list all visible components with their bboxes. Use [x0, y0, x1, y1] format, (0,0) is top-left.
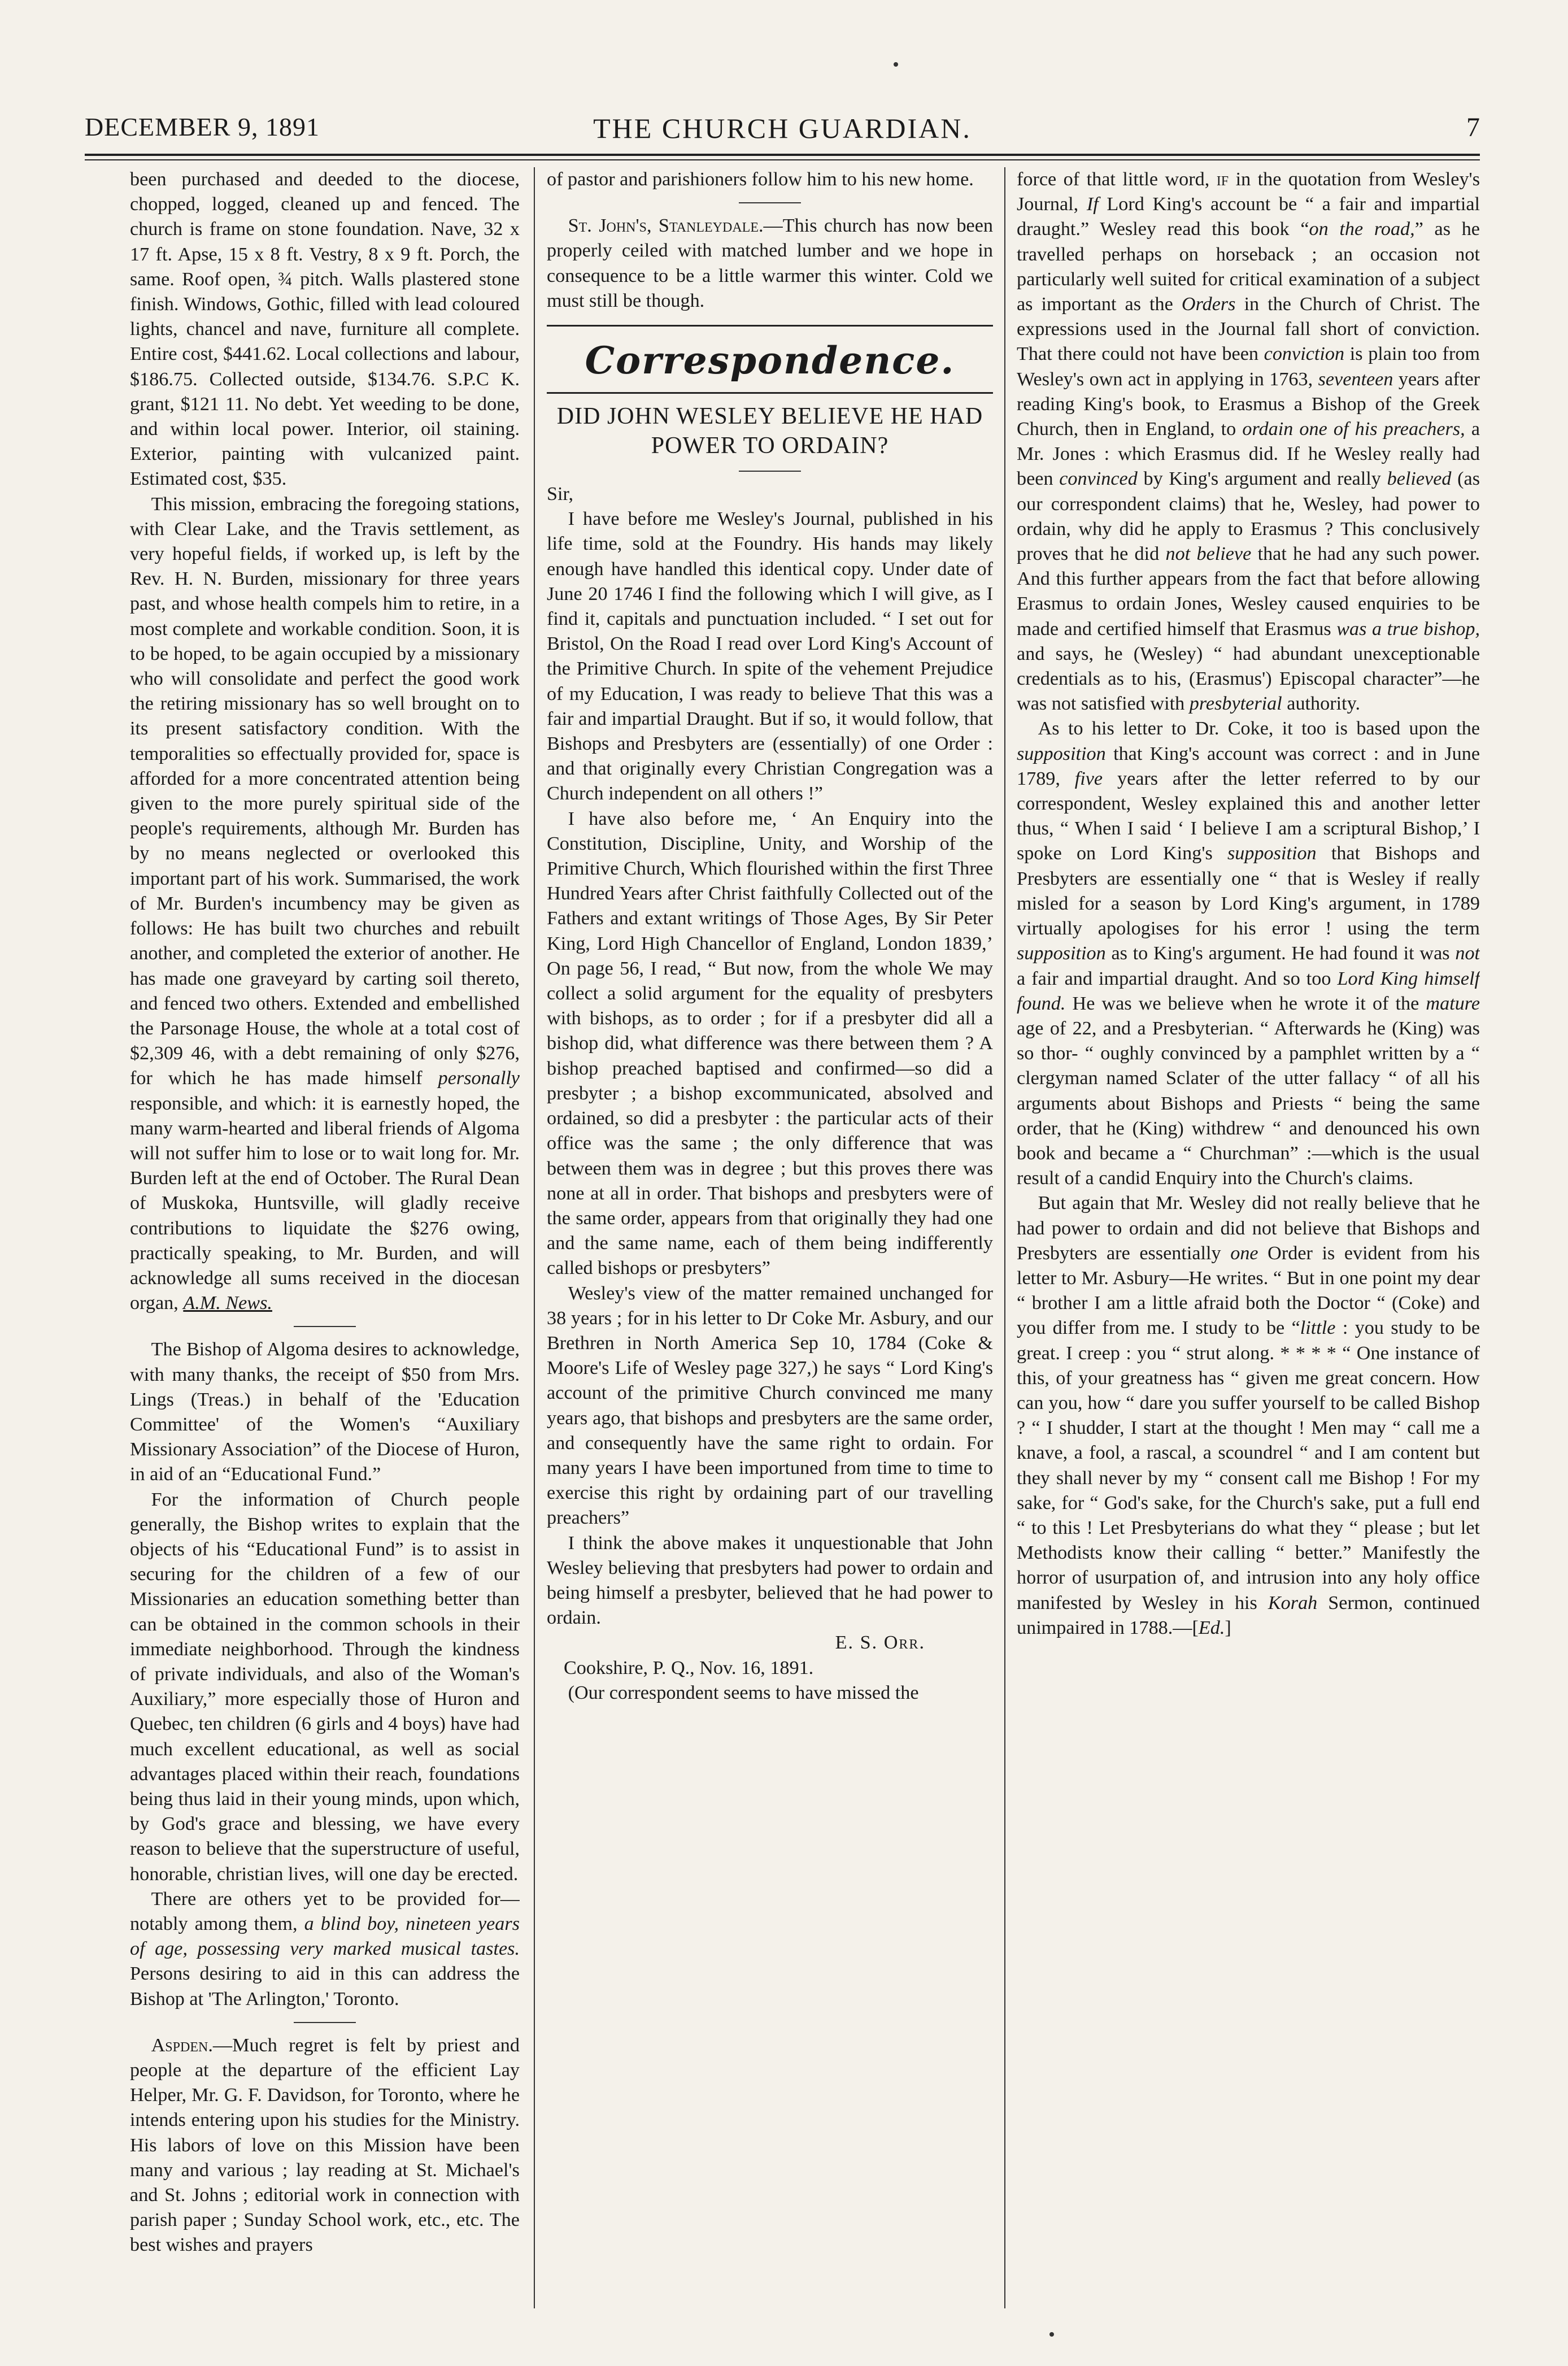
emphasis: mature	[1426, 993, 1480, 1014]
emphasis: seventeen	[1318, 368, 1393, 390]
emphasis: little	[1300, 1317, 1336, 1339]
article-paragraph	[130, 1887, 520, 2012]
source-credit: A.M. News.	[183, 1293, 272, 1314]
text-run: Sermon, continued unimpaired in 1788.—[	[1017, 1592, 1480, 1638]
column-divider-right	[1004, 167, 1005, 2308]
emphasis: believed	[1387, 468, 1452, 490]
article-paragraph: I have before me Wesley's Journal, published in his life time, sold at the Foundry. His hands may likely enough have handled this identical copy. Under date of June 20 1746 I find the following which I will give, as I find it, capitals and punctuation included. “ I set out for Bristol, On the Road I read over Lord King's Account of the Primitive Church. In spite of the vehement Prejudice of my Education, I was ready to believe That this was a fair and impartial Draught. But if so, it would follow, that Bishops and Presbyters are (essentially) of one Order : and that originally every Christian Congregation was a Church independent on all others !”	[547, 508, 993, 804]
text-run: that King's account was correct : and in June 1789,	[1017, 743, 1480, 789]
text-run: years after reading King's book, to Erasmus a Bishop of the Greek Church, then in England, to	[1017, 368, 1480, 440]
text-run: responsible, and which: it is earnestly hoped, the many warm-hearted and liberal friends of Algoma will not suffer him to lose or to wait long for. Mr. Burden left at the end of October. The Rural Dean of Muskoka, Huntsville, will gladly receive contributions to liquidate the $276 owing, practically speaking, to Mr. Burden, and will acknowledge all sums received in the diocesan organ,	[130, 1093, 520, 1314]
text-run: But again that Mr. Wesley did not really believe that he had power to ordain and did not believe that Bishops and Presbyters are essentially	[1017, 1193, 1480, 1264]
article-paragraph	[130, 2033, 520, 2258]
article-paragraph	[547, 214, 993, 314]
article-paragraph: I have also before me, ‘ An Enquiry into the Constitution, Discipline, Unity, and Worship of the Primitive Church, Which flourished within the first Three Hundred Years after Christ faithfully Collected out of the Fathers and extant writings of Those Ages, By Sir Peter King, Lord High Chancellor of England, London 1839,’ On page 56, I read, “ But now, from the whole We may collect a solid argument for the equality of presbyters with bishops, as to order ; for if a presbyter did all a bishop did, what difference was there between them ? A bishop preached baptised and confirmed—so did a presbyter ; a bishop excommunicated, absolved and ordained, so did a presbyter : the particular acts of their office was the same ; the only difference that was between them was in degree ; but this proves there was none at all in order. That bishops and presbyters were of the same order, appears from that originally they had one and the same name, each of them being indifferently called bishops or presbyters”	[547, 808, 993, 1279]
column-middle	[547, 167, 993, 2308]
text-run: years after the letter referred to by our correspondent, Wesley explained this and another letter thus, “ When I said ‘ I believe I am a scriptural Bishop,’ I spoke on Lord King's	[1017, 768, 1480, 864]
text-run: by King's argument and really	[1143, 468, 1381, 490]
article-paragraph: For the information of Church people generally, the Bishop writes to explain that the objects of his “Educational Fund” is to assist in securing for the children of a few of our Missionaries an education something better than can be obtained in the common schools in their immediate neighborhood. Through the kindness of private individuals, and also of the Woman's Auxiliary,” more especially those of Huron and Quebec, ten children (6 girls and 4 boys) have had much excellent educational, as well as social advantages placed within their reach, foundations being thus laid in their young minds, upon which, by God's grace and blessing, we have every reason to believe that the superstructure of useful, honorable, christian lives, will one day be erected.	[130, 1489, 520, 1885]
text-run: As to his letter to Dr. Coke, it too is based upon the	[1038, 718, 1480, 740]
place-name: Aspden.	[151, 2034, 213, 2056]
print-speck	[1049, 2332, 1054, 2337]
emphasis: supposition	[1017, 743, 1106, 764]
text-run: force of that little word,	[1017, 169, 1210, 190]
text-run: a Mr. Jones : which Erasmus did. If he Wesley really had been	[1017, 419, 1480, 490]
emphasis: conviction	[1264, 343, 1345, 365]
emphasis: not	[1455, 943, 1480, 964]
emphasis: one	[1230, 1242, 1258, 1264]
section-separator	[739, 471, 801, 472]
text-run: ” as he travelled perhaps on horseback ; an occasion not particularly well suited for critical examination of a subject as important as the	[1017, 219, 1480, 315]
text-run: authority.	[1287, 693, 1361, 715]
column-right	[1017, 167, 1480, 2308]
emphasis: Ed.	[1198, 1617, 1225, 1638]
section-separator	[739, 202, 801, 203]
section-title: Correspondence.	[585, 338, 955, 383]
emphasis: Lord King himself found.	[1017, 968, 1480, 1014]
emphasis: presbyterial	[1189, 693, 1282, 715]
text-run: age of 22, and a Presbyterian. “ Afterwards he (King) was so thor- “ oughly convinced by a pamphlet written by a “ clergyman named Sclater of the utter fallacy “ of all his arguments about Bishops and Priests “ being the same order, that he (King) withdrew “ and denounced his own book and became a “ Churchman” :—which is the usual result of a candid Enquiry into the Church's claims.	[1017, 1017, 1480, 1189]
masthead-rule-thin	[85, 159, 1480, 160]
emphasis: if	[1216, 169, 1229, 190]
column-divider-left	[534, 167, 535, 2308]
article-paragraph	[1017, 716, 1480, 1191]
emphasis: If	[1086, 194, 1099, 215]
article-paragraph: been purchased and deeded to the diocese, chopped, logged, cleaned up and fenced. The church is frame on stone foundation. Nave, 32 x 17 ft. Apse, 15 x 8 ft. Vestry, 8 x 9 ft. Porch, the same. Roof open, ¾ pitch. Walls plastered stone finish. Windows, Gothic, filled with lead coloured lights, chancel and nave, furniture all complete. Entire cost, $441.62. Local collections and labour, $186.75. Collected outside, $134.76. S.P.C K. grant, $121 11. No debt. Yet weeding to be done, and within local power. Interior, oil staining. Exterior, painting with vulcanized paint. Estimated cost, $35.	[130, 169, 520, 490]
emphasis: ordain one of his preachers,	[1242, 419, 1465, 440]
emphasis: on the road,	[1309, 219, 1415, 240]
text-run: in the Church of Christ. The expressions used in the Journal fall short of conviction. That there could not have been	[1017, 294, 1480, 365]
text-run: Order is evident from his letter to Mr. Asbury—He writes. “ But in one point my dear “ brother I am a little afraid both the Doctor “ (Coke) and you differ from me. I study to be “	[1017, 1242, 1480, 1339]
print-speck	[894, 62, 898, 67]
newspaper-title: THE CHURCH GUARDIAN.	[593, 112, 972, 144]
letter-headline: DID JOHN WESLEY BELIEVE HE HAD POWER TO ORDAIN?	[556, 403, 983, 459]
article-paragraph: of pastor and parishioners follow him to his new home.	[547, 169, 974, 190]
dateline: Cookshire, P. Q., Nov. 16, 1891.	[564, 1657, 814, 1678]
section-separator	[294, 2022, 356, 2023]
text-run: that Bishops and Presbyters are essentially one “ that is Wesley if really misled for a season by Lord King's argument, in 1789 virtually apologises for his error ! using the term	[1017, 843, 1480, 940]
emphasis: Orders	[1181, 294, 1236, 315]
emphasis: a blind boy, nineteen years of age, possessing very marked musical tastes.	[130, 1913, 520, 1960]
text-run: and says, he (Wesley) “ had abundant unexceptionable credentials as to his, (Erasmus') Episcopal character”—he was not satisfied with	[1017, 643, 1480, 715]
masthead-rule-thick	[85, 154, 1480, 156]
text-run: Persons desiring to aid in this can address the Bishop at 'The Arlington,' Toronto.	[130, 1963, 520, 2010]
section-header-box	[547, 325, 993, 394]
place-name: St. John's, Stanleydale.	[568, 215, 764, 237]
text-run: in the quotation from Wesley's Journal,	[1017, 169, 1480, 215]
text-run: is plain too from Wesley's own act in applying in 1763,	[1017, 343, 1480, 390]
article-paragraph: The Bishop of Algoma desires to acknowledge, with many thanks, the receipt of $50 from Mrs. Lings (Treas.) in behalf of the 'Education Committee' of the Women's “Auxiliary Missionary Association” of the Diocese of Huron, in aid of an “Educational Fund.”	[130, 1339, 520, 1485]
column-left	[130, 167, 520, 2308]
emphasis: personally	[438, 1068, 520, 1089]
masthead	[85, 112, 1480, 151]
text-run: He was we believe when he wrote it of the	[1072, 993, 1419, 1014]
page-number: 7	[1466, 112, 1480, 142]
emphasis: supposition	[1017, 943, 1106, 964]
emphasis: supposition	[1227, 843, 1317, 864]
editor-note: (Our correspondent seems to have missed the	[568, 1682, 919, 1703]
article-paragraph: I think the above makes it unquestionable that John Wesley believing that presbyters had power to ordain and being himself a presbyter, believed that he had power to ordain.	[547, 1532, 993, 1629]
text-run: —This church has now been properly ceiled with matched lumber and we hope in consequence to be a little warmer this winter. Cold we must still be though.	[547, 215, 993, 311]
emphasis: convinced	[1059, 468, 1138, 490]
text-run: This mission, embracing the foregoing stations, with Clear Lake, and the Travis settlement, as very hopeful fields, if worked up, is left by the Rev. H. N. Burden, missionary for three years past, and whose health compels him to retire, in a most complete and workable condition. Soon, it is to be hoped, to be again occupied by a missionary who will consolidate and perfect the good work the retiring missionary has so well brought on to its present satisfactory condition. With the temporalities so effectually provided for, space is afforded for a more concentrated attention being given to the more purely spiritual side of the people's requirements, although Mr. Burden has by no means neglected or overlooked this important part of his work. Summarised, the work of Mr. Burden's incumbency may be given as follows: He has built two churches and rebuilt another, and completed the exterior of another. He has made one graveyard by carting soil thereto, and fenced two others. Extended and embellished the Parsonage House, the whole at a total cost of $2,309 46, with a debt remaining of only $276, for which he has made himself	[130, 493, 520, 1089]
issue-date: DECEMBER 9, 1891	[85, 112, 320, 141]
text-run: as to King's argument. He had found it was	[1111, 943, 1450, 964]
text-run: —Much regret is felt by priest and people at the departure of the efficient Lay Helper, Mr. G. F. Davidson, for Toronto, where he intends entering upon his studies for the Ministry. His labors of love on this Mission have been many and various ; lay reading at St. Michael's and St. Johns ; editorial work in connection with parish paper ; Sunday School work, etc., etc. The best wishes and prayers	[130, 2034, 520, 2256]
text-run: (as our correspondent claims) that he, Wesley, had power to ordain, why did he apply to Erasmus ? This conclusively proves that he did	[1017, 468, 1480, 565]
emphasis: not believe	[1165, 543, 1252, 565]
text-run: Lord King's account be “ a fair and impartial draught.” Wesley read this book “	[1017, 194, 1480, 240]
emphasis: Korah	[1268, 1592, 1318, 1613]
text-run: There are others yet to be provided for—notably among them,	[130, 1888, 520, 1935]
emphasis: five	[1074, 768, 1103, 789]
emphasis: was a true bishop,	[1336, 618, 1480, 640]
text-run: that he had any such power. And this further appears from the fact that before allowing Erasmus to ordain Jones, Wesley caused enquiries to be made and certified himself that Erasmus	[1017, 543, 1480, 640]
salutation: Sir,	[547, 484, 574, 505]
section-separator	[294, 1326, 356, 1327]
article-paragraph: Wesley's view of the matter remained unchanged for 38 years ; for in his letter to Dr Coke Mr. Asbury, and our Brethren in North America Sep 10, 1784 (Coke & Moore's Life of Wesley page 327,) he says “ Lord King's account of the primitive Church convinced me many years ago, that bishops and presbyters are the same order, and consequently have the same right to ordain. For many years I have been importuned from time to time to exercise this right by ordaining part of our travelling preachers”	[547, 1282, 993, 1529]
text-run: : you study to be great. I creep : you “ strut along. * * * * “ One instance of this, of your greatness has “ given me great concern. How can you, how “ dare you suffer yourself to be called Bishop ? “ I shudder, I start at the thought ! Men may “ call me a knave, a fool, a rascal, a scoundrel “ and I am content but they shall never by my “ consent call me Bishop ! For my sake, for “ God's sake, for the Church's sake, put a full end “ to this ! Let Presbyterians do what they “ please ; but let Methodists know their calling “ better.” Manifestly the horror of usurpation of, and intrusion into any holy office manifested by Wesley in his	[1017, 1317, 1480, 1613]
article-paragraph	[1017, 1191, 1480, 1641]
article-paragraph	[130, 492, 520, 1316]
text-run: a fair and impartial draught. And so too	[1017, 968, 1331, 989]
signature: E. S. Orr.	[835, 1632, 925, 1654]
article-paragraph	[1017, 167, 1480, 716]
text-run: ]	[1225, 1617, 1231, 1638]
